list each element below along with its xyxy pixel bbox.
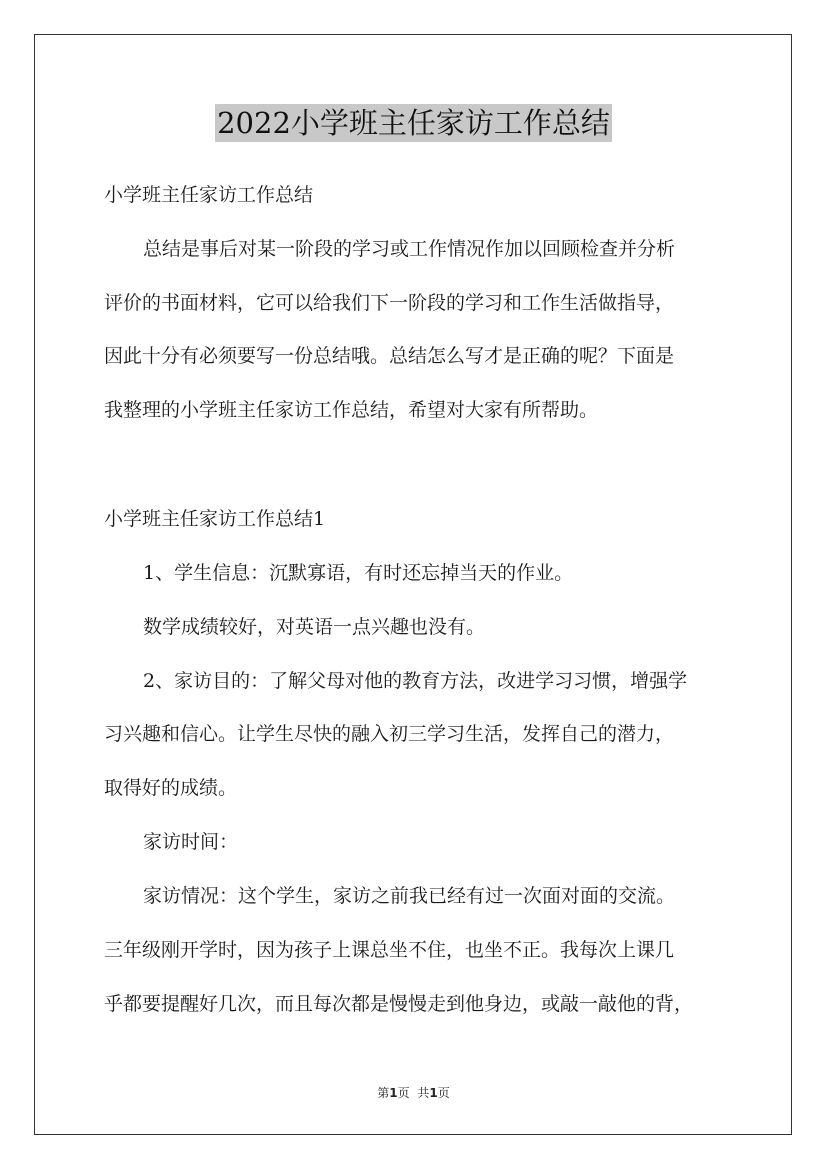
paragraph-line: 因此十分有必须要写一份总结哦。总结怎么写才是正确的呢？下面是 bbox=[104, 345, 675, 367]
paragraph-line: 家访情况：这个学生，家访之前我已经有过一次面对面的交流。 bbox=[143, 885, 676, 907]
paragraph-line: 三年级刚开学时，因为孩子上课总坐不住，也坐不正。我每次上课几 bbox=[104, 939, 675, 961]
paragraph-line: 1、学生信息：沉默寡语，有时还忘掉当天的作业。 bbox=[143, 562, 574, 584]
page-footer bbox=[0, 1085, 827, 1101]
paragraph-line: 家访时间： bbox=[143, 831, 239, 853]
subtitle: 小学班主任家访工作总结 bbox=[104, 184, 314, 206]
paragraph-line: 数学成绩较好，对英语一点兴趣也没有。 bbox=[143, 616, 486, 638]
paragraph-line: 评价的书面材料，它可以给我们下一阶段的学习和工作生活做指导， bbox=[104, 292, 675, 314]
paragraph-line: 2、家访目的：了解父母对他的教育方法，改进学习习惯，增强学 bbox=[143, 670, 688, 692]
paragraph-line: 习兴趣和信心。让学生尽快的融入初三学习生活，发挥自己的潜力， bbox=[104, 723, 675, 745]
total-pages: 1 bbox=[429, 1086, 438, 1100]
title-container bbox=[0, 104, 827, 142]
total-prefix: 共 bbox=[417, 1086, 430, 1100]
page-prefix: 第 bbox=[377, 1086, 390, 1100]
paragraph-line: 取得好的成绩。 bbox=[104, 777, 238, 799]
total-suffix: 页 bbox=[437, 1086, 450, 1100]
document-title: 2022小学班主任家访工作总结 bbox=[217, 106, 610, 140]
page-suffix: 页 bbox=[397, 1086, 410, 1100]
paragraph-line: 乎都要提醒好几次，而且每次都是慢慢走到他身边，或敲一敲他的背， bbox=[104, 993, 694, 1015]
section-heading: 小学班主任家访工作总结1 bbox=[104, 508, 326, 530]
paragraph-line: 总结是事后对某一阶段的学习或工作情况作加以回顾检查并分析 bbox=[143, 238, 676, 260]
paragraph-line: 我整理的小学班主任家访工作总结，希望对大家有所帮助。 bbox=[104, 399, 599, 421]
page-number: 1 bbox=[389, 1086, 398, 1100]
